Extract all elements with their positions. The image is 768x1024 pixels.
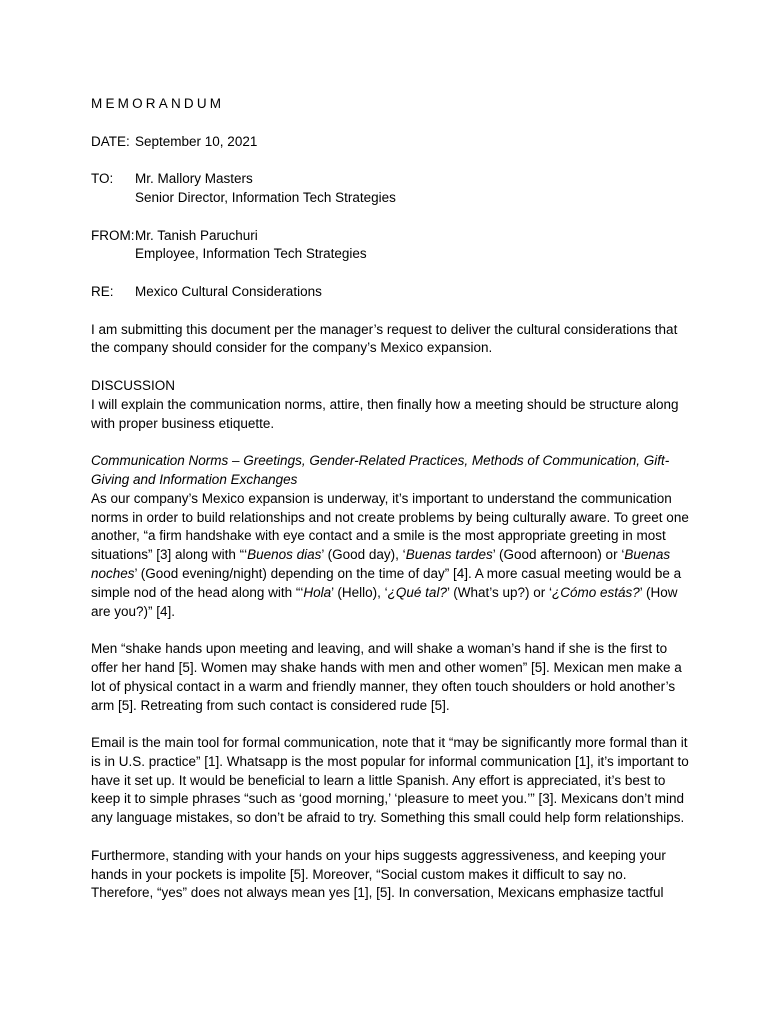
greetings-text-f: ’ (What’s up?) or ‘ (446, 584, 552, 600)
greetings-paragraph (91, 490, 691, 622)
date-row (91, 133, 691, 152)
discussion-paragraph: I will explain the communication norms, attire, then finally how a meeting should be structure along with proper business etiquette. (91, 396, 679, 431)
from-row (91, 227, 691, 265)
greeting-buenas-noches: Buenas noches (91, 547, 671, 581)
to-title: Senior Director, Information Tech Strategies (135, 189, 396, 205)
section-heading: Communication Norms – Greetings, Gender-Related Practices, Methods of Communication, Gift-Giving and Information Exchanges (91, 453, 670, 487)
greeting-buenas-tardes: Buenas tardes (405, 547, 493, 563)
re-value: Mexico Cultural Considerations (135, 283, 322, 299)
from-title: Employee, Information Tech Strategies (135, 246, 367, 262)
re-label: RE: (91, 283, 114, 299)
to-block (135, 170, 691, 208)
greetings-text-e: ’ (Hello), ‘ (331, 584, 388, 600)
greetings-text-c: ’ (Good afternoon) or ‘ (492, 547, 625, 563)
memo-page (91, 95, 691, 903)
from-name: Mr. Tanish Paruchuri (135, 227, 258, 243)
greeting-que-tal: ¿Qué tal? (387, 584, 447, 600)
greeting-hola: Hola (303, 584, 332, 600)
to-row (91, 170, 691, 208)
body-language-paragraph: Furthermore, standing with your hands on your hips suggests aggressiveness, and keeping your hands in your pockets is impolite [5]. Moreover, “Social custom makes it difficult to say no. Therefore, “yes” does not always mean yes [1], [5]. In conversation, Mexicans emphasize tactful (91, 847, 666, 901)
greetings-text-g: ’ (How are you?)” [4]. (91, 584, 678, 619)
intro-paragraph: I am submitting this document per the manager’s request to deliver the cultural considerations that the company should consider for the company’s Mexico expansion. (91, 321, 678, 356)
greeting-buenos-dias: Buenos dias (247, 547, 322, 563)
greetings-text-d: ’ (Good evening/night) depending on the time of day” [4]. A more casual meeting would be a simple nod of the head along with “‘ (91, 565, 682, 600)
to-label: TO: (91, 171, 114, 187)
email-paragraph: Email is the main tool for formal communication, note that it “may be significantly more formal than it is in U.S. practice” [1]. Whatsapp is the most popular for informal communication [1], it’s important to have it set up. It would be beneficial to learn a little Spanish. Any effort is appreciated, it’s best to keep it to simple phrases “such as ‘good morning,’ ‘pleasure to meet you.’” [3]. Mexicans don’t mind any language mistakes, so don’t be afraid to try. Something this small could help form relationships. (91, 735, 689, 826)
greetings-text-a: As our company’s Mexico expansion is underway, it’s important to understand the communication norms in order to build relationships and not create problems by being culturally aware. To greet one another, “a firm handshake with eye contact and a smile is the most appropriate greeting in most situations” [3] along with “‘ (91, 490, 689, 563)
from-block (135, 227, 691, 265)
date-label: DATE: (91, 133, 130, 149)
handshake-paragraph: Men “shake hands upon meeting and leaving, and will shake a woman’s hand if she is the first to offer her hand [5]. Women may shake hands with men and other women” [5]. Mexican men make a lot of physical contact in a warm and friendly manner, they often touch shoulders or hold another’s arm [5]. Retreating from such contact is considered rude [5]. (91, 641, 682, 713)
to-name: Mr. Mallory Masters (135, 171, 253, 187)
greeting-como-estas: ¿Cómo estás? (552, 584, 640, 600)
discussion-heading: DISCUSSION (91, 377, 176, 393)
date-value: September 10, 2021 (135, 133, 258, 149)
greetings-text-b: ’ (Good day), ‘ (321, 547, 406, 563)
memo-title: MEMORANDUM (91, 96, 225, 111)
from-label: FROM: (91, 227, 135, 243)
re-row (91, 283, 691, 302)
